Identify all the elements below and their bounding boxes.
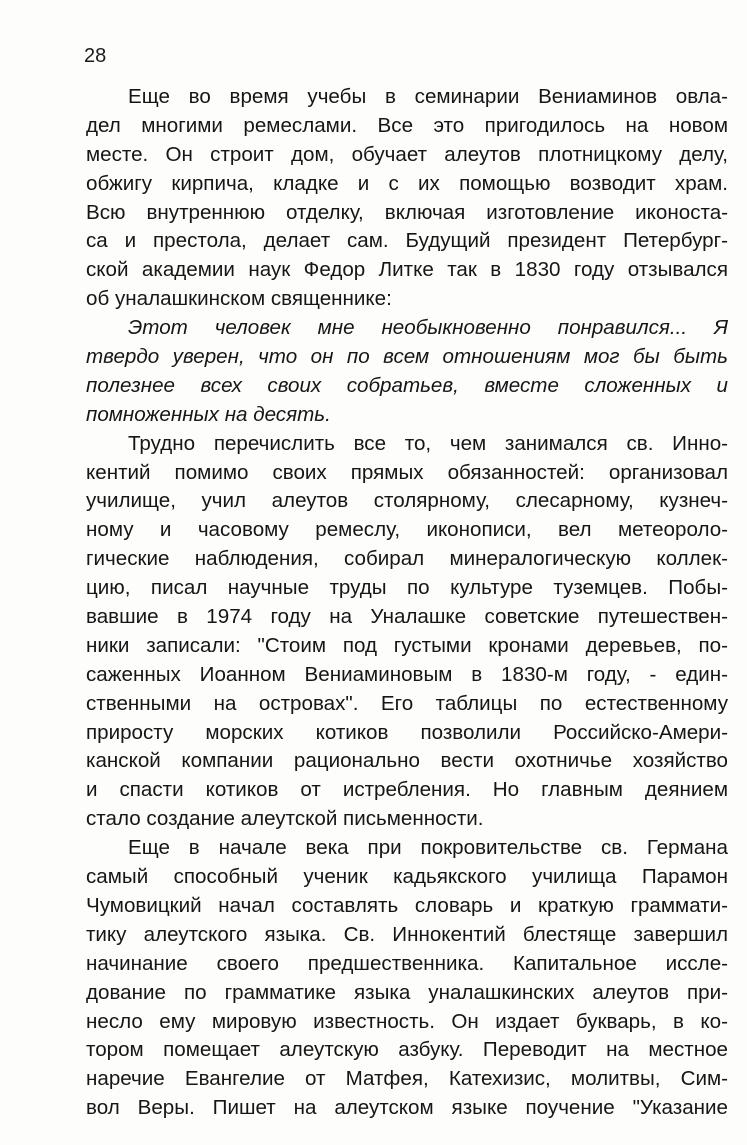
quote-line: Этот человек мне необыкновенно понравился... Я	[128, 316, 728, 340]
text-line: начинание своего предшественника. Капитальное иссле-	[86, 951, 728, 975]
text-line: об уналашкинском священнике:	[86, 287, 392, 311]
text-line: цию, писал научные труды по культуре туземцев. Побы-	[86, 576, 728, 600]
text-line: канской компании рационально вести охотничье хозяйство	[86, 749, 728, 773]
text-line: самый способный ученик кадьякского училища Парамон	[86, 865, 728, 889]
text-line: Еще во время учебы в семинарии Вениаминов овла-	[128, 85, 728, 108]
text-line: Всю внутреннюю отделку, включая изготовление иконоста-	[86, 200, 728, 224]
text-line: месте. Он строит дом, обучает алеутов плотницкому делу,	[86, 142, 728, 166]
text-line: училище, учил алеутов столярному, слесарному, кузнеч-	[86, 489, 728, 513]
text-line: ники записали: "Стоим под густыми кронами деревьев, по-	[86, 633, 728, 657]
text-line: дование по грамматике языка уналашкинских алеутов при-	[86, 980, 728, 1004]
text-line: и спасти котиков от истребления. Но главным деянием	[86, 778, 728, 802]
text-line: гические наблюдения, собирал минералогическую коллек-	[86, 547, 728, 571]
text-line: ской академии наук Федор Литке так в 1830 году отзывался	[86, 258, 728, 282]
quote-line: твердо уверен, что он по всем отношениям мог бы быть	[86, 345, 728, 369]
text-line: саженных Иоанном Вениаминовым в 1830-м году, - един-	[86, 662, 728, 686]
paragraph-1	[86, 83, 728, 314]
text-line: дел многими ремеслами. Все это пригодилось на новом	[86, 113, 728, 137]
text-line: Еще в начале века при покровительстве св. Германа	[128, 836, 728, 860]
page-number: 28	[84, 45, 107, 67]
text-line: кентий помимо своих прямых обязанностей: организовал	[86, 460, 728, 484]
text-line: обжигу кирпича, кладке и с их помощью возводит храм.	[86, 171, 728, 195]
text-line: Чумовицкий начал составлять словарь и краткую граммати-	[86, 893, 728, 917]
text-line: стало создание алеутской письменности.	[86, 807, 484, 831]
paragraph-3	[86, 430, 728, 834]
text-line: ному и часовому ремеслу, иконописи, вел метеороло-	[86, 518, 728, 542]
quote-line: помноженных на десять.	[86, 402, 331, 426]
text-line: вавшие в 1974 году на Уналашке советские путешествен-	[86, 605, 728, 629]
paragraph-4	[86, 834, 728, 1123]
text-line: са и престола, делает сам. Будущий президент Петербург-	[86, 229, 728, 253]
text-line: тором помещает алеутскую азбуку. Переводит на местное	[86, 1038, 728, 1062]
quote-line: полезнее всех своих собратьев, вместе сложенных и	[86, 373, 728, 397]
text-line: несло ему мировую известность. Он издает букварь, в ко-	[86, 1009, 728, 1033]
body-text	[86, 83, 728, 1123]
text-line: тику алеутского языка. Св. Иннокентий блестяще завершил	[86, 922, 728, 946]
text-line: Трудно перечислить все то, чем занимался св. Инно-	[128, 431, 728, 455]
text-line: наречие Евангелие от Матфея, Катехизис, молитвы, Сим-	[86, 1067, 728, 1091]
quotation-paragraph	[86, 314, 728, 430]
text-line: вол Веры. Пишет на алеутском языке поучение "Указание	[86, 1096, 728, 1120]
text-line: приросту морских котиков позволили Российско-Амери-	[86, 720, 728, 744]
text-line: ственными на островах". Его таблицы по естественному	[86, 691, 728, 715]
